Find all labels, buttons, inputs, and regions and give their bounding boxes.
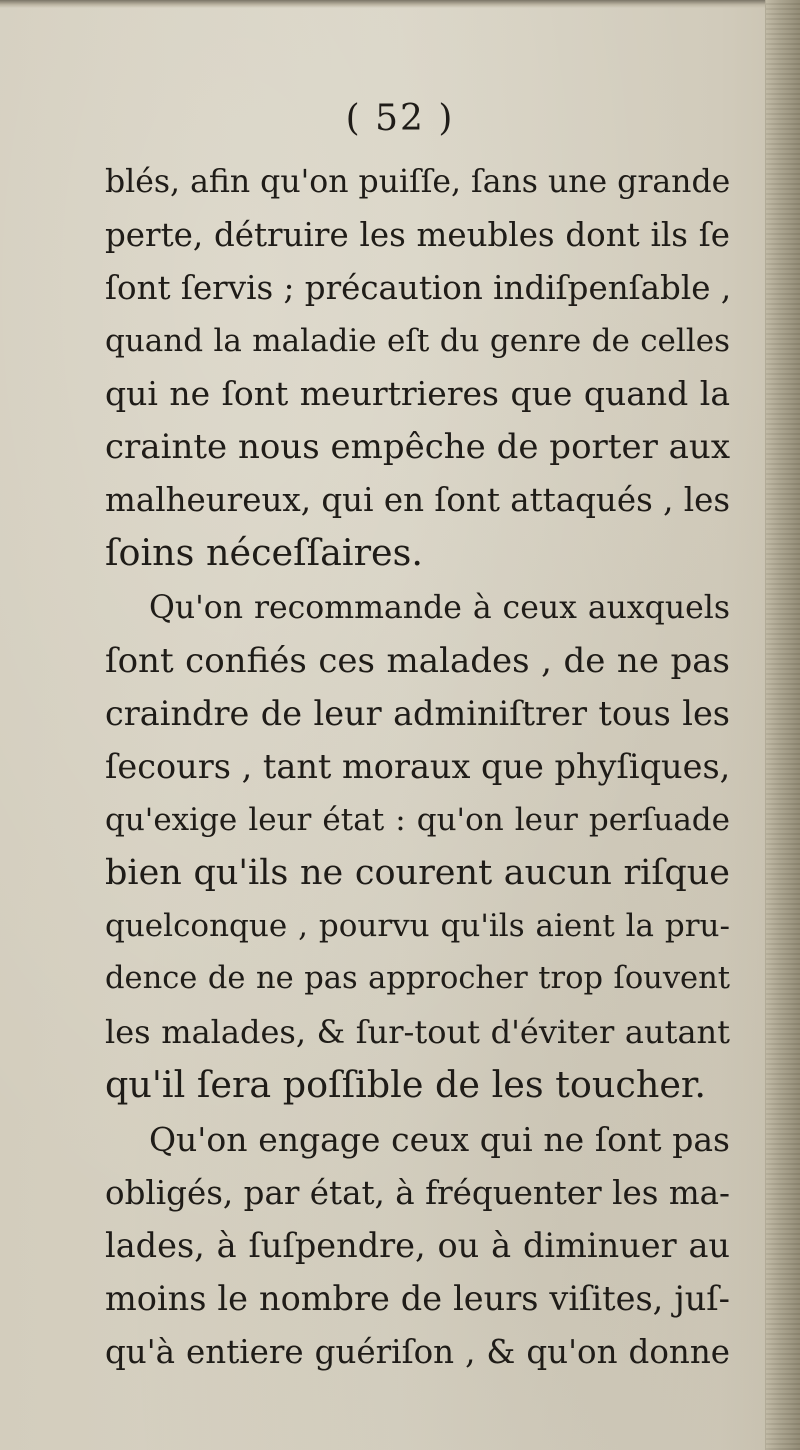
text-line: ſont ſervis ; précaution indiſpenſable ,: [105, 269, 732, 307]
text-line: craindre de leur adminiſtrer tous les: [105, 694, 730, 733]
text-line: bien qu'ils ne courent aucun riſque: [105, 853, 730, 893]
text-line: ſecours , tant moraux que phyſiques,: [105, 747, 731, 786]
text-line: dence de ne pas approcher trop ſouvent: [105, 961, 730, 996]
text-line: malheureux, qui en ſont attaqués , les: [105, 481, 731, 519]
text-line: les malades, & ſur-tout d'éviter autant: [105, 1013, 730, 1051]
text-line: qu'exige leur état : qu'on leur perſuade: [105, 802, 730, 838]
text-line: qui ne ſont meurtrieres que quand la: [105, 374, 730, 413]
text-line: Qu'on recommande à ceux auxquels: [149, 590, 730, 626]
text-line: crainte nous empêche de porter aux: [105, 427, 730, 467]
text-line: qu'il ſera poſſible de les toucher.: [105, 1063, 706, 1106]
text-line: lades, à ſuſpendre, ou à diminuer au: [105, 1226, 730, 1265]
page-number: ( 52 ): [345, 98, 455, 139]
text-line: ſoins néceſſaires.: [105, 531, 423, 574]
text-line: obligés, par état, à fréquenter les ma-: [105, 1174, 730, 1212]
text-line: qu'à entiere guériſon , & qu'on donne: [105, 1333, 730, 1371]
text-line: moins le nombre de leurs viſites, juſ-: [105, 1279, 730, 1318]
text-line: quelconque , pourvu qu'ils aient la pru-: [105, 908, 730, 944]
text-line: Qu'on engage ceux qui ne ſont pas: [149, 1120, 730, 1159]
text-line: blés, afin qu'on puiſſe, ſans une grande: [105, 164, 731, 200]
text-line: perte, détruire les meubles dont ils ſe: [105, 216, 730, 254]
text-line: ſont confiés ces malades , de ne pas: [105, 641, 730, 681]
text-line: quand la maladie eſt du genre de celles: [105, 323, 730, 359]
